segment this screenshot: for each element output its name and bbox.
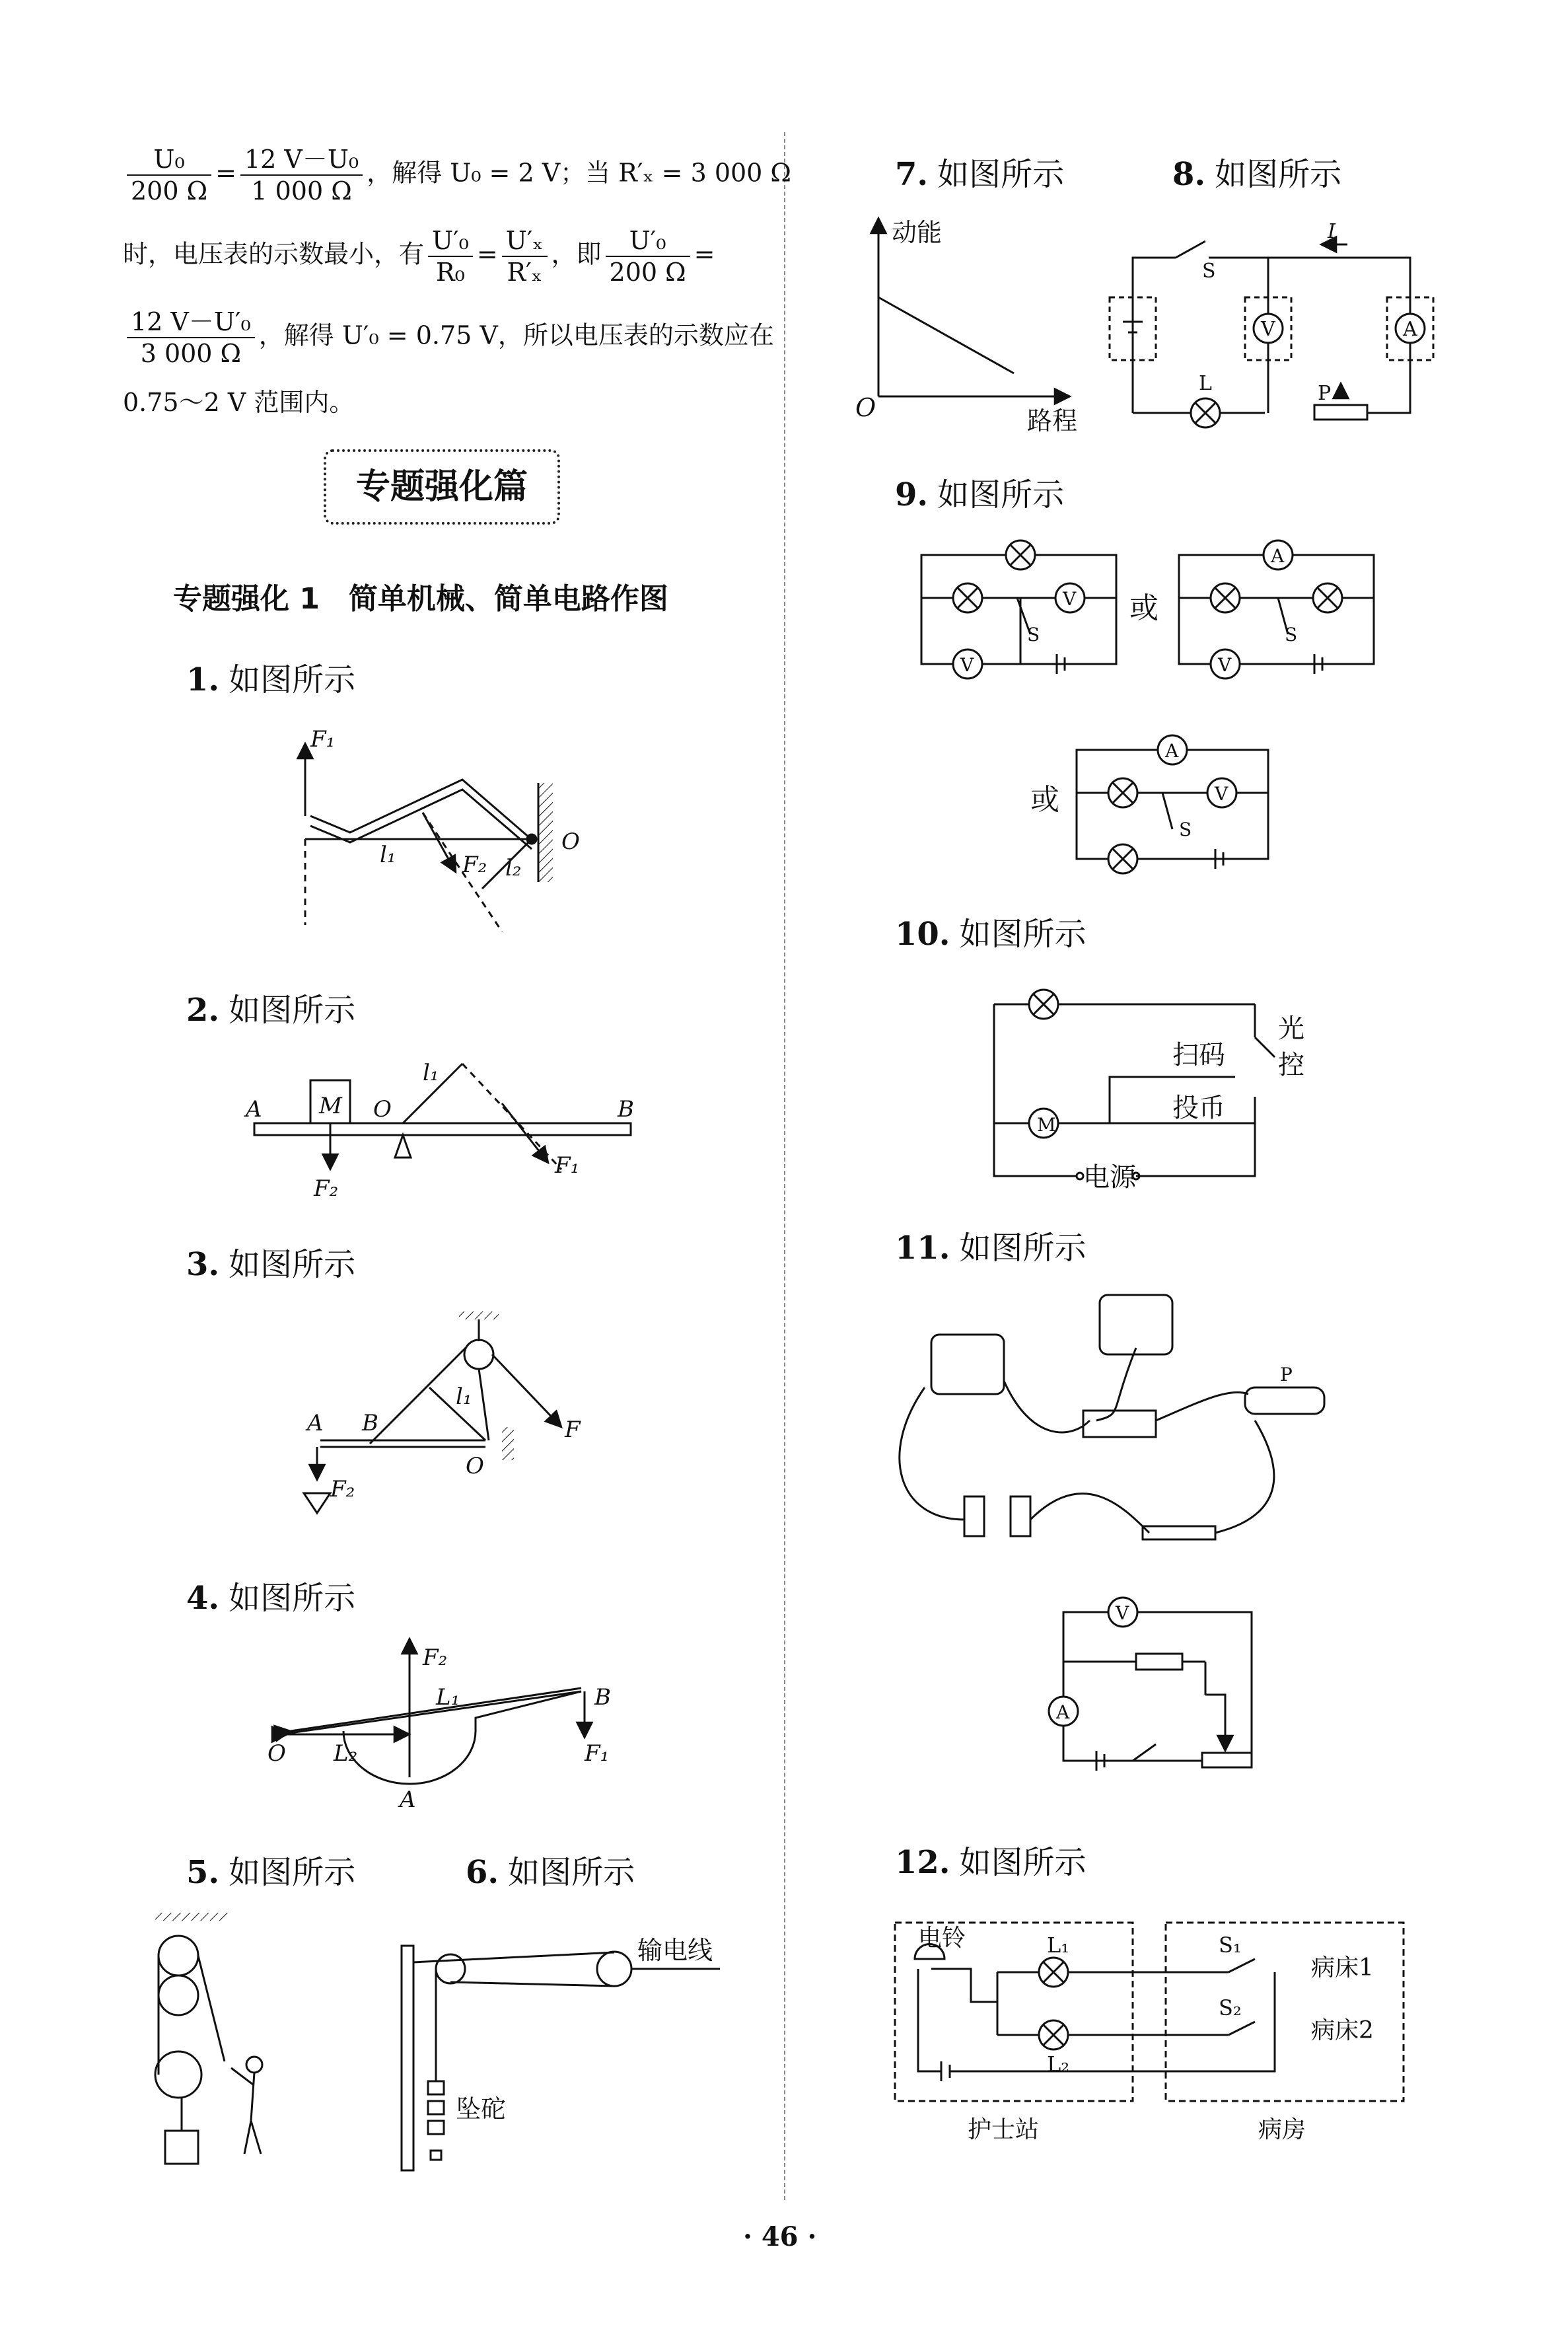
section-title: 专题强化 1 简单机械、简单电路作图 bbox=[173, 582, 668, 616]
fig3-F2-label: F₂ bbox=[330, 1476, 355, 1502]
fig8-V-label: V bbox=[1261, 318, 1275, 341]
item-1-label: 1. 如图所示 bbox=[186, 661, 356, 698]
figure-12-circuit bbox=[895, 1923, 1404, 2143]
fig4-O-label: O bbox=[267, 1740, 286, 1767]
fig3-F-label: F bbox=[565, 1417, 581, 1443]
figure-1-lever bbox=[305, 726, 580, 932]
fig3-A-label: A bbox=[307, 1410, 324, 1436]
fig7-xaxis-label: 路程 bbox=[1027, 406, 1078, 435]
fig7-origin-label: O bbox=[855, 393, 876, 422]
item-6-label: 6. 如图所示 bbox=[466, 1854, 635, 1891]
figure-7-graph bbox=[855, 218, 1077, 435]
fig12-S1-label: S₁ bbox=[1219, 1933, 1242, 1958]
fig9c-V-label: V bbox=[1215, 783, 1229, 805]
fig1-F2-label: F₂ bbox=[462, 852, 487, 878]
fig9c-S-label: S bbox=[1179, 819, 1192, 840]
figure-3-crane bbox=[304, 1311, 581, 1513]
fig10-coin-label: 投币 bbox=[1172, 1093, 1225, 1123]
solution-line-1: $\frac{\text{U₀}}{200 \Omega}$ = $\frac{\text{12 V－U₀}}{1 000 \Omega}$ ，解得 U₀ = 2 V；当 R′ₓ = 3 000 Ω bbox=[123, 147, 791, 203]
fig4-F1-label: F₁ bbox=[585, 1740, 610, 1767]
fig9a-V-label: V bbox=[1063, 588, 1077, 610]
fraction-2: $\frac{\text{12 V－U₀}}{1 000 \Omega}$ bbox=[240, 147, 363, 203]
page-number: · 46 · bbox=[743, 2221, 817, 2252]
fig12-ward-label: 病房 bbox=[1258, 2116, 1306, 2143]
fig3-B-label: B bbox=[362, 1410, 378, 1436]
fraction-4: $\frac{\text{U′ₓ}}{\text{R′ₓ}}$ bbox=[502, 228, 548, 285]
fig10-light-label: 光 bbox=[1278, 1014, 1304, 1044]
fig1-O-label: O bbox=[561, 829, 580, 855]
fig12-nurse-label: 护士站 bbox=[968, 2116, 1040, 2143]
fraction-3: $\frac{\text{U′₀}}{\text{R₀}}$ bbox=[428, 228, 473, 285]
fig10-ctrl-label: 控 bbox=[1278, 1050, 1304, 1080]
solution-line-3: $\frac{\text{12 V－U′₀}}{3 000 \Omega}$ ，解得 U′₀ = 0.75 V，所以电压表的示数应在 bbox=[123, 309, 774, 366]
fig1-l2-label: l₂ bbox=[505, 855, 522, 881]
fraction-6: $\frac{\text{12 V－U′₀}}{3 000 \Omega}$ bbox=[127, 309, 255, 366]
fraction-5: $\frac{\text{U′₀}}{200 \Omega}$ bbox=[606, 228, 690, 285]
item-11-label: 11. 如图所示 bbox=[895, 1230, 1087, 1267]
fig6-weight-label: 坠砣 bbox=[456, 2094, 507, 2123]
fig11-P-label: P bbox=[1280, 1364, 1293, 1385]
fig9b-A-label: A bbox=[1271, 545, 1285, 567]
figure-8-circuit bbox=[1110, 220, 1433, 427]
fig2-B-label: B bbox=[618, 1096, 634, 1123]
item-5-label: 5. 如图所示 bbox=[186, 1854, 356, 1891]
fig2-F2-label: F₂ bbox=[314, 1175, 339, 1202]
figure-11-apparatus bbox=[900, 1295, 1324, 1539]
fig8-S-label: S bbox=[1202, 260, 1216, 283]
fig12-S2-label: S₂ bbox=[1219, 1995, 1242, 2020]
fig9b-S-label: S bbox=[1285, 624, 1298, 646]
fig12-L1-label: L₁ bbox=[1047, 1933, 1070, 1958]
fig8-L-label: L bbox=[1199, 372, 1212, 395]
fig11s-V-label: V bbox=[1116, 1602, 1129, 1624]
fig4-L2-label: L₂ bbox=[334, 1740, 358, 1767]
fig12-bed2-label: 病床2 bbox=[1311, 2017, 1374, 2044]
fig12-bell-label: 电铃 bbox=[918, 1925, 966, 1952]
fig9c-A-label: A bbox=[1165, 740, 1179, 762]
fig9-or-1: 或 bbox=[1129, 591, 1158, 625]
item-10-label: 10. 如图所示 bbox=[895, 916, 1087, 953]
figure-9-circuits bbox=[921, 540, 1374, 873]
solution-line-2: 时，电压表的示数最小，有 $\frac{\text{U′₀}}{\text{R₀}}$ = $\frac{\text{U′ₓ}}{\text{R′ₓ}}$ ，即 $\frac{\text{U′₀}}{200 \Omega}$ = bbox=[123, 226, 715, 287]
item-7-label: 7. 如图所示 bbox=[895, 156, 1065, 193]
fig7-yaxis-label: 动能 bbox=[892, 218, 943, 247]
item-3-label: 3. 如图所示 bbox=[186, 1246, 356, 1283]
item-2-label: 2. 如图所示 bbox=[186, 992, 356, 1029]
fig9a-V2-label: V bbox=[960, 654, 974, 676]
fig9a-S-label: S bbox=[1027, 624, 1040, 646]
fig2-M-label: M bbox=[319, 1093, 342, 1119]
item-8-label: 8. 如图所示 bbox=[1172, 156, 1342, 193]
fig9-or-2: 或 bbox=[1030, 783, 1059, 817]
fig8-P-label: P bbox=[1318, 382, 1332, 405]
fraction-1: $\frac{\text{U₀}}{200 \Omega}$ bbox=[127, 147, 211, 203]
banner-title: 专题强化篇 bbox=[355, 467, 528, 507]
fig2-l1-label: l₁ bbox=[423, 1060, 439, 1086]
fig9b-V-label: V bbox=[1218, 654, 1232, 676]
figure-10-circuit bbox=[994, 990, 1304, 1193]
fig4-A-label: A bbox=[400, 1787, 416, 1813]
fig2-F1-label: F₁ bbox=[555, 1152, 580, 1179]
fig3-O-label: O bbox=[466, 1453, 484, 1479]
item-9-label: 9. 如图所示 bbox=[895, 476, 1065, 513]
fig4-B-label: B bbox=[594, 1684, 611, 1711]
fig2-A-label: A bbox=[246, 1096, 262, 1123]
fig3-l1-label: l₁ bbox=[456, 1384, 472, 1410]
fig8-I-label: I bbox=[1328, 220, 1336, 243]
figure-11-schematic bbox=[1049, 1598, 1252, 1771]
item-12-label: 12. 如图所示 bbox=[895, 1844, 1087, 1881]
fig11s-A-label: A bbox=[1056, 1701, 1070, 1723]
fig12-L2-label: L₂ bbox=[1047, 2051, 1070, 2077]
figure-2-lever bbox=[244, 1060, 634, 1202]
fig1-l1-label: l₁ bbox=[380, 842, 396, 868]
figure-4-lever bbox=[267, 1639, 611, 1813]
fig4-F2-label: F₂ bbox=[423, 1644, 448, 1671]
fig10-M-label: M bbox=[1037, 1114, 1056, 1136]
figure-5-pulley bbox=[155, 1913, 262, 2164]
solution-line-4: 0.75～2 V 范围内。 bbox=[123, 388, 355, 417]
fig10-scan-label: 扫码 bbox=[1172, 1040, 1225, 1070]
fig8-A-label: A bbox=[1403, 318, 1417, 341]
fig4-L1-label: L₁ bbox=[436, 1684, 460, 1711]
fig1-F1-label: F₁ bbox=[310, 726, 336, 753]
item-4-label: 4. 如图所示 bbox=[186, 1580, 356, 1617]
figure-6-tension bbox=[402, 1936, 720, 2170]
fig2-O-label: O bbox=[373, 1096, 392, 1123]
fig10-power-label: 电源 bbox=[1083, 1162, 1136, 1193]
fig12-bed1-label: 病床1 bbox=[1311, 1954, 1374, 1981]
fig6-wire-label: 输电线 bbox=[637, 1936, 713, 1965]
